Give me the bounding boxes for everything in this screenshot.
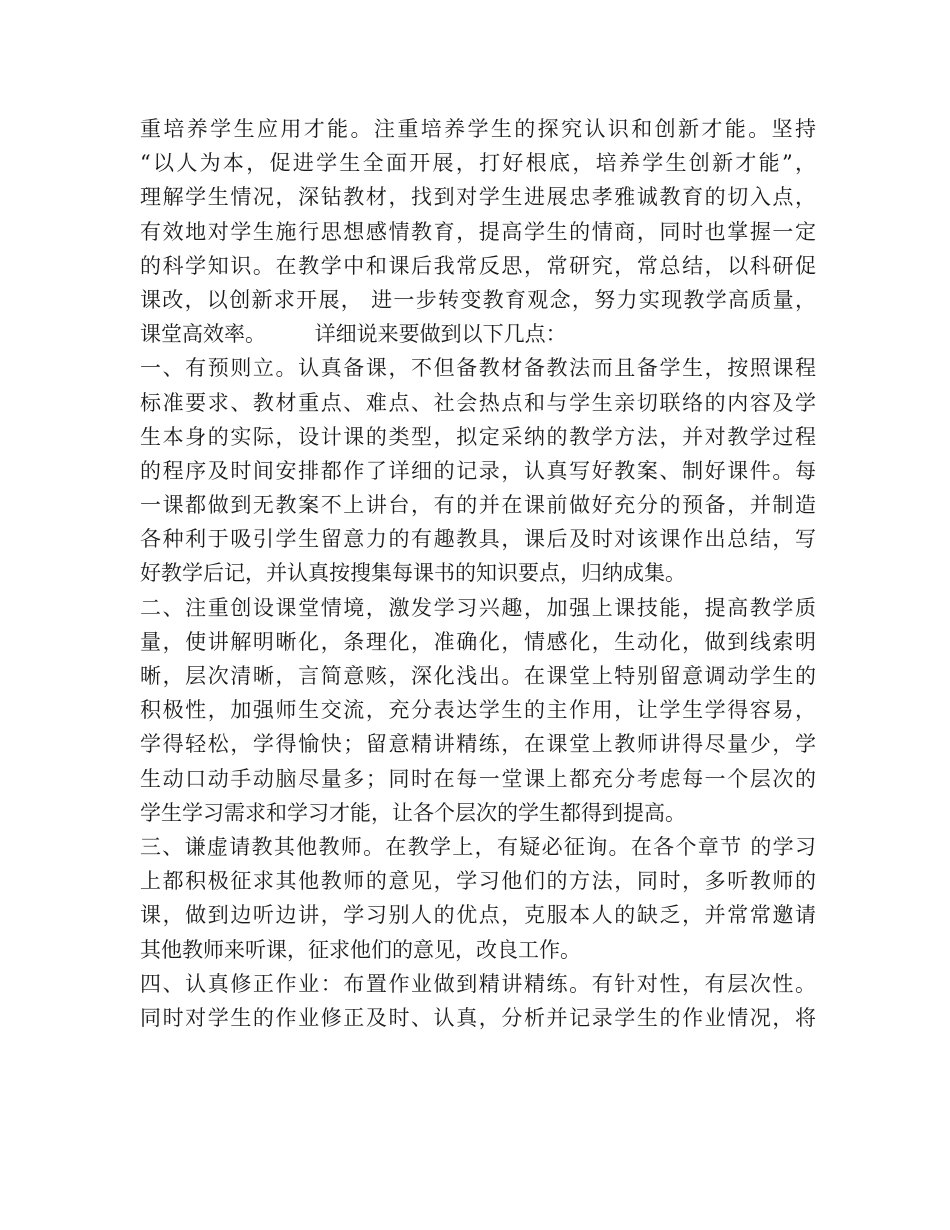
text-line: 一课都做到无教案不上讲台，有的并在课前做好充分的预备，并制造 bbox=[140, 493, 816, 518]
text-line: 晰，层次清晰，言简意赅，深化浅出。在课堂上特别留意调动学生的 bbox=[140, 664, 816, 688]
text-line: 的科学知识。在教学中和课后我常反思，常研究，常总结，以科研促 bbox=[140, 253, 816, 278]
text-line: 同时对学生的作业修正及时、认真，分析并记录学生的作业情况，将 bbox=[140, 1005, 816, 1030]
text-line: 好教学后记，并认真按搜集每课书的知识要点，归纳成集。 bbox=[140, 561, 686, 586]
text-line: “以人为本，促进学生全面开展，打好根底，培养学生创新才能”， bbox=[140, 151, 816, 176]
text-line: 积极性，加强师生交流，充分表达学生的主作用，让学生学得容易， bbox=[140, 698, 816, 723]
text-line: 理解学生情况，深钻教材，找到对学生进展忠孝雅诚教育的切入点， bbox=[140, 185, 816, 210]
text-line: 的程序及时间安排都作了详细的记录，认真写好教案、制好课件。每 bbox=[140, 458, 816, 483]
text-line: 课改，以创新求开展， 进一步转变教育观念，努力实现教学高质量， bbox=[140, 287, 816, 312]
text-line: 学生学习需求和学习才能，让各个层次的学生都得到提高。 bbox=[140, 800, 686, 825]
text-line: 有效地对学生施行思想感情教育，提高学生的情商，同时也掌握一定 bbox=[140, 219, 816, 244]
text-line: 重培养学生应用才能。注重培养学生的探究认识和创新才能。坚持 bbox=[140, 117, 816, 141]
text-line: 一、有预则立。认真备课，不但备教材备教法而且备学生，按照课程 bbox=[140, 356, 816, 381]
text-line: 学得轻松，学得愉快；留意精讲精练，在课堂上教师讲得尽量少，学 bbox=[140, 732, 816, 757]
text-line: 二、注重创设课堂情境，激发学习兴趣，加强上课技能，提高教学质 bbox=[140, 595, 816, 620]
text-line: 标准要求、教材重点、难点、社会热点和与学生亲切联络的内容及学 bbox=[140, 390, 816, 415]
text-line: 量，使讲解明晰化，条理化，准确化，情感化，生动化，做到线索明 bbox=[140, 629, 816, 654]
text-line: 三、谦虚请教其他教师。在教学上，有疑必征询。在各个章节 的学习 bbox=[140, 834, 816, 859]
text-line: 其他教师来听课，征求他们的意见，改良工作。 bbox=[140, 937, 581, 962]
text-line: 上都积极征求其他教师的意见，学习他们的方法，同时，多听教师的 bbox=[140, 869, 816, 894]
text-line: 课，做到边听边讲，学习别人的优点，克服本人的缺乏，并常常邀请 bbox=[140, 903, 816, 928]
text-line: 生本身的实际，设计课的类型，拟定采纳的教学方法，并对教学过程 bbox=[140, 424, 816, 449]
text-line: 四、认真修正作业：布置作业做到精讲精练。有针对性，有层次性。 bbox=[140, 971, 816, 996]
text-line: 生动口动手动脑尽量多；同时在每一堂课上都充分考虑每一个层次的 bbox=[140, 766, 816, 791]
text-line: 各种利于吸引学生留意力的有趣教具，课后及时对该课作出总结，写 bbox=[140, 527, 816, 552]
body-text bbox=[140, 112, 816, 1035]
text-line: 课堂高效率。 详细说来要做到以下几点： bbox=[140, 322, 567, 347]
